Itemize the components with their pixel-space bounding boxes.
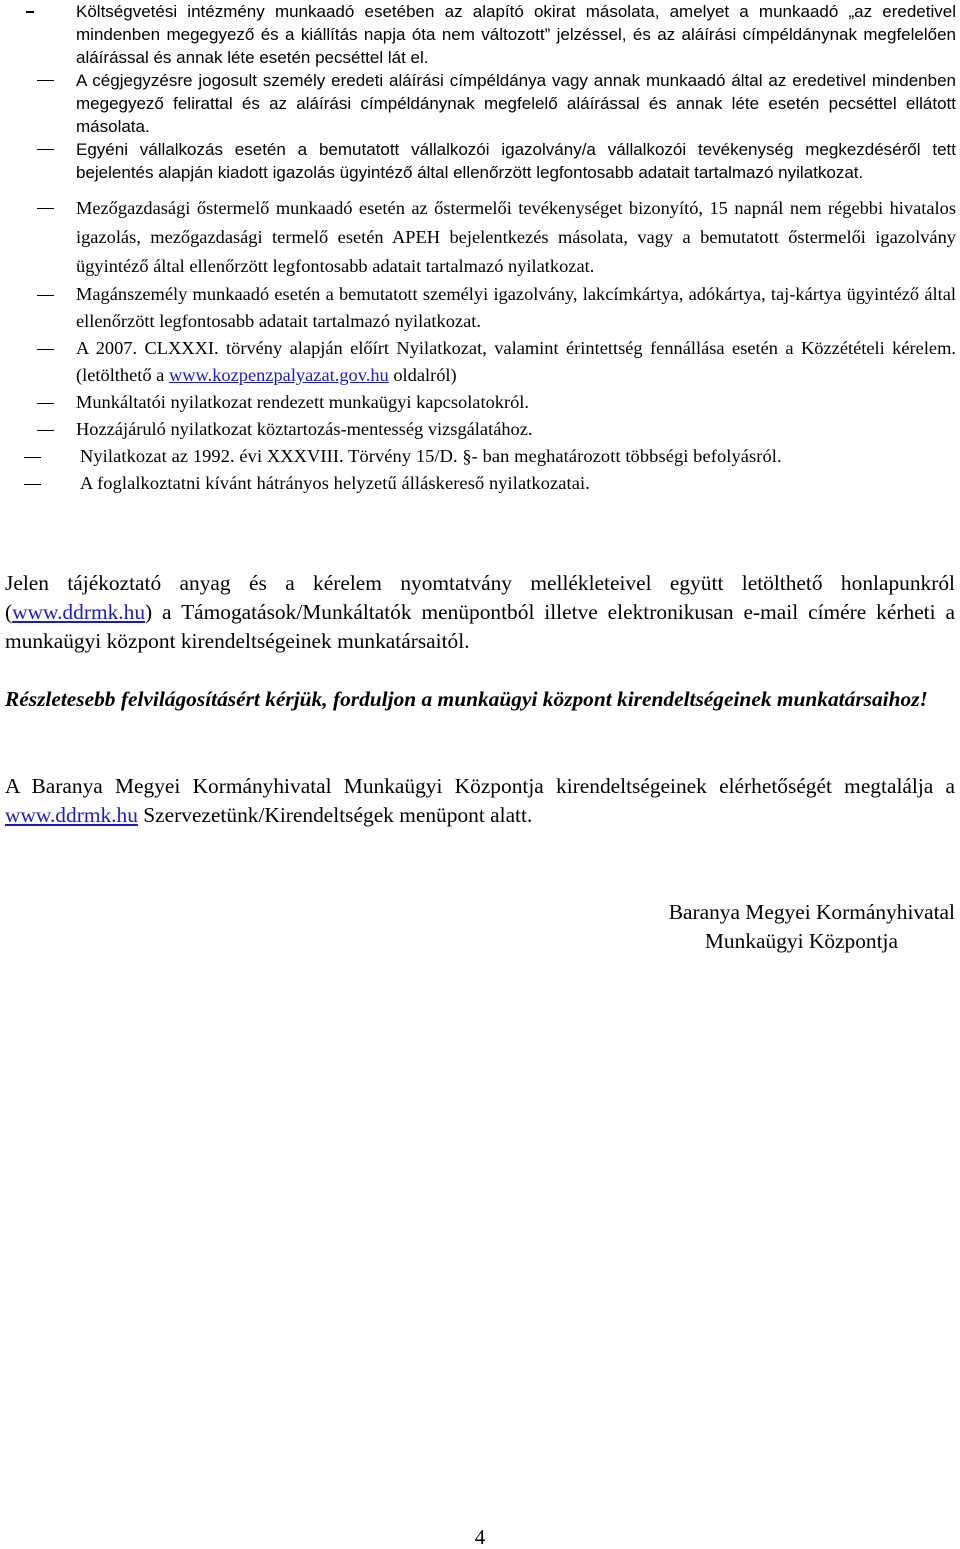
list-item-text: Munkáltatói nyilatkozat rendezett munkaügyi kapcsolatokról.: [76, 392, 529, 412]
contact-paragraph: [5, 772, 955, 830]
list-item: [0, 0, 960, 69]
list-item: [0, 443, 960, 470]
dash-marker: [24, 484, 41, 485]
list-item: [0, 335, 960, 389]
list-item-text: Mezőgazdasági őstermelő munkaadó esetén az őstermelői tevékenységet bizonyító, 15 napnál nem régebbi hivatalos igazolás, mezőgazdasági termelő esetén APEH bejelentkezés másolata, vagy a bemutatott őstermelői igazolvány ügyintéző által ellenőrzött legfontosabb adatait tartalmazó nyilatkozat.: [76, 198, 956, 276]
list-item-text: A foglalkoztatni kívánt hátrányos helyzetű álláskereső nyilatkozatai.: [80, 473, 590, 493]
ddrmk-link[interactable]: www.ddrmk.hu: [12, 600, 146, 624]
list-item-text: Egyéni vállalkozás esetén a bemutatott vállalkozói igazolvány/a vállalkozói tevékenység megkezdéséről tett bejelentés alapján kiadott igazolás ügyintéző által ellenőrzött legfontosabb adatait tartalmazó nyilatkozat.: [76, 140, 956, 182]
contact-text: A Baranya Megyei Kormányhivatal Munkaügyi Központja kirendeltségeinek elérhetőségét megtalálja a: [5, 774, 955, 798]
signature-line-2: Munkaügyi Központja: [704, 929, 898, 953]
list-item-text: Nyilatkozat az 1992. évi XXXVIII. Törvény 15/D. §- ban meghatározott többségi befolyásról.: [80, 446, 782, 466]
dash-marker: [37, 208, 54, 209]
list-item: [0, 470, 960, 497]
page-number: 4: [474, 1525, 486, 1549]
requirements-list: [0, 0, 960, 497]
list-item: [0, 281, 960, 335]
dash-marker: [37, 403, 54, 404]
contact-text: Szervezetünk/Kirendeltségek menüpont alatt.: [137, 803, 533, 827]
list-item-text-part: A 2007. CLXXXI. törvény alapján előírt Nyilatkozat, valamint érintettség fennállása esetén a Közzétételi kérelem. (letölthető a: [76, 338, 956, 385]
signature-block: [669, 898, 955, 956]
signature-line-1: Baranya Megyei Kormányhivatal: [668, 900, 955, 924]
dash-marker: [37, 80, 54, 81]
list-item: [0, 416, 960, 443]
dash-marker: [37, 349, 54, 350]
dash-marker: [26, 11, 34, 13]
list-item: [0, 138, 960, 184]
list-item-text: [76, 338, 956, 385]
emphasis-paragraph: Részletesebb felvilágosításért kérjük, forduljon a munkaügyi központ kirendeltségeinek munkatársaihoz!: [5, 687, 928, 711]
info-text: ) a Támogatások/Munkáltatók menüpontból illetve elektronikusan e-mail címére kérheti a munkaügyi központ kirendeltségeinek munkatársaitól.: [5, 600, 955, 653]
dash-marker: [24, 457, 41, 458]
kozpenzpalyazat-link[interactable]: www.kozpenzpalyazat.gov.hu: [168, 365, 389, 385]
dash-marker: [37, 295, 54, 296]
dash-marker: [37, 149, 54, 150]
list-item: [0, 69, 960, 138]
dash-marker: [37, 430, 54, 431]
info-paragraph: [5, 569, 955, 656]
list-item-text-part: oldalról): [388, 365, 457, 385]
list-item-text: Magánszemély munkaadó esetén a bemutatott személyi igazolvány, lakcímkártya, adókártya, taj-kártya ügyintéző által ellenőrzött legfontosabb adatait tartalmazó nyilatkozat.: [76, 284, 956, 331]
list-item: [0, 389, 960, 416]
list-item-text: Hozzájáruló nyilatkozat köztartozás-mentesség vizsgálatához.: [76, 419, 533, 439]
info-text: Jelen tájékoztató anyag és a kérelem nyomtatvány mellékleteivel együtt letölthető honlapunkról (: [5, 571, 955, 624]
ddrmk-link[interactable]: www.ddrmk.hu: [5, 803, 138, 827]
list-item-text: A cégjegyzésre jogosult személy eredeti aláírási címpéldánya vagy annak munkaadó által az eredetivel mindenben megegyező felirattal és az aláírási címpéldánynak megfelelő aláírással és annak léte esetén pecséttel ellátott másolata.: [76, 71, 956, 136]
list-item: [0, 194, 960, 281]
list-item-text: Költségvetési intézmény munkaadó esetében az alapító okirat másolata, amelyet a munkaadó „az eredetivel mindenben megegyező és a kiállítás napja óta nem változott” jelzéssel, és az aláírási címpéldánynak megfelelően aláírással és annak léte esetén pecséttel lát el.: [76, 2, 956, 67]
